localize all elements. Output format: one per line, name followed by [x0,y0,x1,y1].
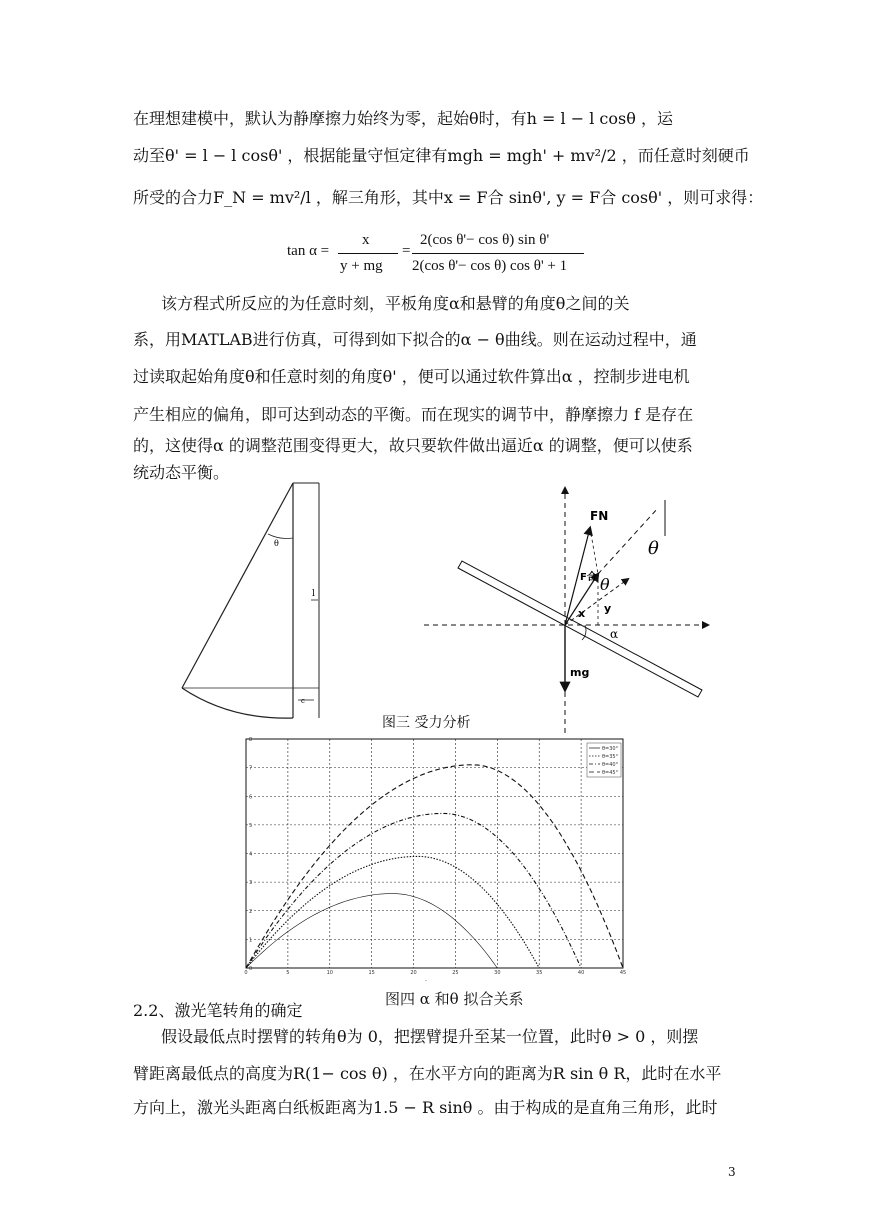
x-tick-label: 20 [410,970,417,976]
eq-frac1-num: x [362,232,370,248]
pivot-arm-swung [182,483,293,688]
para2-line6: 统动态平衡。 [133,463,230,482]
y-tick-label: 1 [249,937,253,944]
x-tick-label: 15 [368,970,375,976]
eq-equals: = [402,243,411,259]
figure3-caption: 图三 受力分析 [382,715,471,731]
eq-lhs: tan α = [287,243,330,259]
section22-line1: 假设最低点时摆臂的转角θ为 0，把摆臂提升至某一位置，此时θ > 0 ，则摆 [161,1027,699,1046]
alpha-arc [582,625,586,640]
x-label: x [578,607,586,620]
para2-line2: 系，用MATLAB进行仿真，可得到如下拟合的α − θ曲线。则在运动过程中，通 [133,330,697,349]
x-tick-label: 30 [494,970,501,976]
x-tick-label: 45 [619,970,627,976]
fn-label: FN [590,509,609,523]
eq-frac2-num: 2(cos θ'− cos θ) sin θ' [420,232,550,248]
eq-frac2-den: 2(cos θ'− cos θ) cos θ' + 1 [412,258,568,274]
legend [587,743,621,777]
para1-line3: 所受的合力F_N = mv²/l ，解三角形，其中x = F合 sinθ', y = F合 cosθ' ，则可求得： [133,188,764,207]
y-tick-label: 3 [249,880,253,887]
section22-line2: 臂距离最低点的高度为R(1− cos θ) ，在水平方向的距离为R sin θ R，此时在水平 [133,1064,722,1083]
figure4-chart [240,735,632,985]
y-tick-label: 4 [249,851,253,858]
mg-label: mg [570,666,590,679]
x-tick-label: 0 [244,970,248,976]
f-he-label: F合 [580,572,597,583]
theta-mid-label: θ [600,575,610,594]
theta-right-label: θ [648,538,659,559]
para2-line3: 过读取起始角度θ和任意时刻的角度θ' ，便可以通过软件算出α ，控制步进电机 [133,367,690,386]
figure3-force-diagram [420,478,710,740]
figure4-caption: 图四 α 和θ 拟合关系 [385,990,524,1008]
y-tick-label: 6 [249,794,253,801]
axis-mark: - [425,978,427,984]
y-tick-label: 8 [249,737,253,743]
para2-line4: 产生相应的偏角，即可达到动态的平衡。而在现实的调节中，静摩擦力 f 是存在 [133,405,694,424]
y-tick-label: 2 [249,908,253,915]
section-heading: 2.2、激光笔转角的确定 [133,1001,303,1020]
l-label: l [312,589,315,599]
x-tick-label: 40 [577,970,585,976]
y-tick-label: 7 [249,765,253,772]
x-tick-label: 25 [452,970,459,976]
page-number: 3 [728,1165,736,1179]
x-component-arrow [565,579,628,625]
eq-frac1-den: y + mg [340,258,383,274]
theta-arc [268,534,293,539]
theta-small-label: θ [274,539,279,548]
x-tick-label: 35 [536,970,543,976]
alpha-label: α [610,627,619,641]
y-label: y [604,602,612,615]
eq-frac1-bar [338,253,398,254]
y-tick-label: 0 [249,966,253,972]
para1-line2: 动至θ' = l − l cosθ' ，根据能量守恒定律有mgh = mgh' + mv²/2 ，而任意时刻硬币 [133,146,750,165]
x-tick-label: 5 [286,970,290,976]
legend-entry: θ=40° [602,762,619,768]
y-tick-label: 5 [249,822,253,829]
fn-projection [590,528,598,574]
c-label: c [301,697,305,705]
para2-line1: 该方程式所反应的为任意时刻，平板角度α和悬臂的角度θ之间的关 [161,294,630,313]
eq-frac2-bar [412,253,584,254]
legend-entry: θ=45° [602,770,619,776]
figure3-pendulum-diagram [170,478,330,724]
swing-arc [182,688,293,718]
para1-line1: 在理想建模中，默认为静摩擦力始终为零，起始θ时，有h = l − l cosθ ，运 [133,109,673,128]
legend-entry: θ=35° [602,754,619,760]
legend-entry: θ=30° [602,746,619,752]
x-tick-label: 10 [326,970,333,976]
section22-line3: 方向上，激光头距离白纸板距离为1.5 − R sinθ 。由于构成的是直角三角形，此时 [133,1098,718,1117]
para2-line5: 的，这使得α 的调整范围变得更大，故只要软件做出逼近α 的调整，便可以使系 [133,436,693,455]
